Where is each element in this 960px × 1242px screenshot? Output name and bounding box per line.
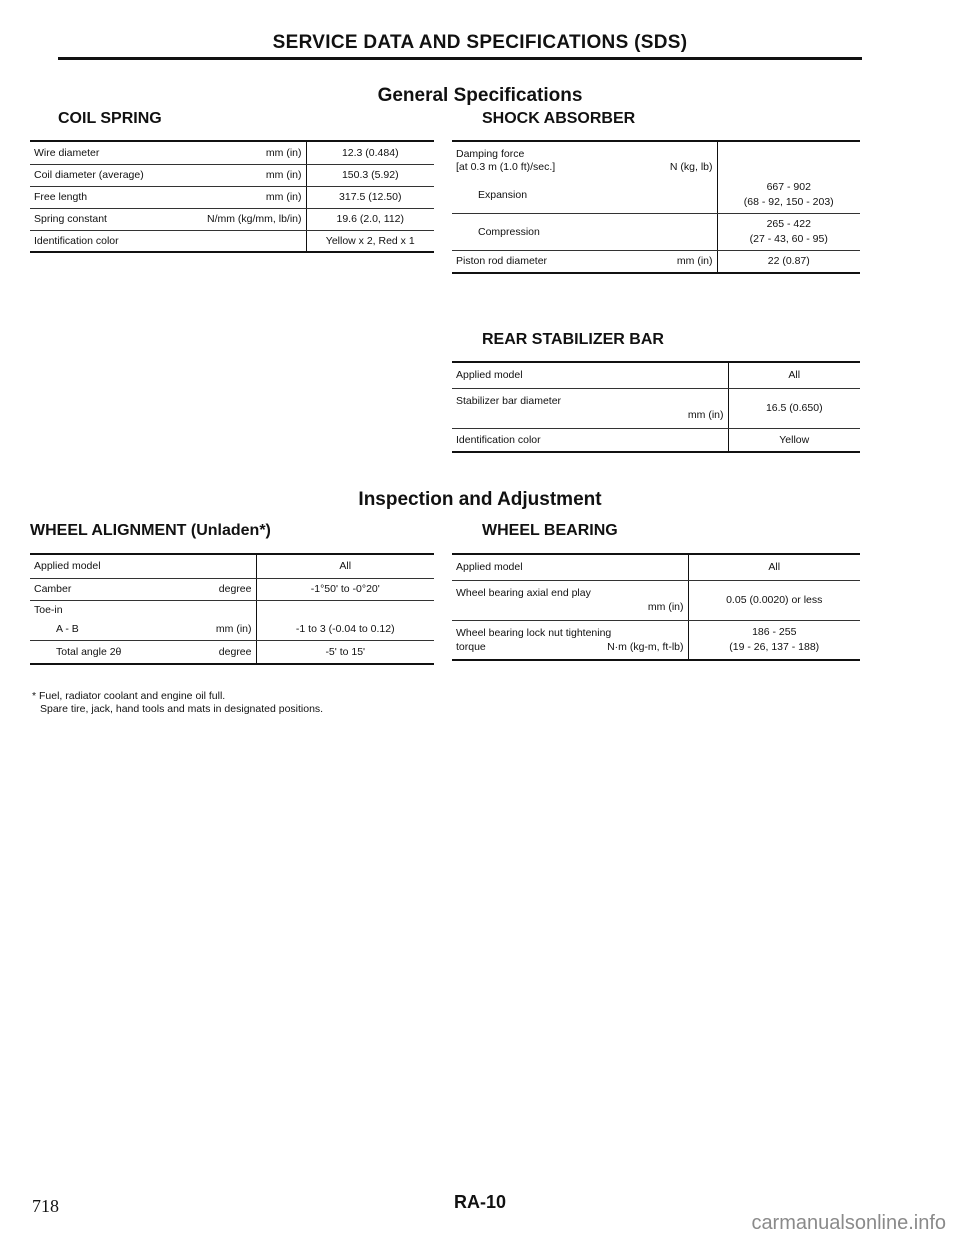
toe-in-label: Toe-in <box>34 603 63 616</box>
table-row <box>30 619 434 641</box>
row-unit: mm (in) <box>265 191 302 203</box>
lock-nut-torque-value-imperial: (19 - 26, 137 - 188) <box>729 640 820 653</box>
row-value: 317.5 (12.50) <box>306 186 434 208</box>
piston-value: 22 (0.87) <box>717 251 860 273</box>
coil-spring-table <box>30 140 434 253</box>
total-angle-value: -5' to 15' <box>256 641 434 664</box>
damping-label: Damping force <box>456 148 525 160</box>
damping-condition: [at 0.3 m (1.0 ft)/sec.] <box>456 161 556 173</box>
table-row <box>30 164 434 186</box>
table-row <box>30 186 434 208</box>
expansion-label: Expansion <box>452 177 717 214</box>
page-code: RA-10 <box>453 1192 506 1212</box>
row-label: Wire diameter <box>34 146 100 159</box>
wheel-alignment-title: WHEEL ALIGNMENT (Unladen*) <box>30 522 271 539</box>
applied-model-label: Applied model <box>452 362 728 388</box>
wheel-bearing-table <box>452 553 860 661</box>
wheel-alignment-footnote <box>32 690 323 716</box>
piston-label: Piston rod diameter <box>456 255 548 268</box>
axial-end-play-label: Wheel bearing axial end play <box>456 587 591 599</box>
row-value: 19.6 (2.0, 112) <box>306 208 434 230</box>
general-specifications-title: General Specifications <box>377 85 583 106</box>
shock-absorber-title: SHOCK ABSORBER <box>482 110 636 127</box>
table-row <box>452 141 860 177</box>
page-number: 718 <box>32 1196 59 1216</box>
wheel-bearing-title: WHEEL BEARING <box>482 522 618 539</box>
row-value: 150.3 (5.92) <box>306 164 434 186</box>
camber-label: Camber <box>34 583 72 595</box>
rear-stabilizer-bar-table <box>452 361 860 453</box>
axial-end-play-unit: mm (in) <box>647 601 684 613</box>
row-label: Identification color <box>34 234 119 247</box>
table-row <box>452 428 860 452</box>
row-value: Yellow x 2, Red x 1 <box>306 230 434 252</box>
table-row <box>30 578 434 600</box>
camber-unit: degree <box>218 583 252 595</box>
lock-nut-torque-label: Wheel bearing lock nut tightening <box>456 626 612 639</box>
camber-value: -1°50' to -0°20' <box>256 578 434 600</box>
inspection-adjustment-title: Inspection and Adjustment <box>358 489 602 510</box>
a-b-label: A - B <box>56 623 79 636</box>
applied-model-label: Applied model <box>30 554 256 578</box>
wheel-alignment-table <box>30 553 434 665</box>
table-row <box>30 230 434 252</box>
footnote-line: * Fuel, radiator coolant and engine oil full. <box>32 690 226 702</box>
row-label: Coil diameter (average) <box>34 169 144 181</box>
axial-end-play-value: 0.05 (0.0020) or less <box>688 580 860 620</box>
footnote-line: Spare tire, jack, hand tools and mats in designated positions. <box>40 703 324 715</box>
table-row <box>30 641 434 664</box>
total-angle-unit: degree <box>218 645 252 658</box>
total-angle-label: Total angle 2θ <box>56 645 122 658</box>
coil-spring-title: COIL SPRING <box>58 110 162 127</box>
a-b-value: -1 to 3 (-0.04 to 0.12) <box>256 619 434 641</box>
table-row <box>30 600 434 619</box>
identification-color-value: Yellow <box>728 428 860 452</box>
shock-absorber-table <box>452 140 860 274</box>
lock-nut-torque-label-2: torque <box>456 640 486 653</box>
lock-nut-torque-value: 186 - 255 <box>752 625 797 638</box>
watermark: carmanualsonline.info <box>751 1212 946 1234</box>
stabilizer-diameter-unit: mm (in) <box>687 409 724 421</box>
stabilizer-diameter-value: 16.5 (0.650) <box>728 388 860 428</box>
stabilizer-diameter-label: Stabilizer bar diameter <box>456 395 562 407</box>
applied-model-value: All <box>728 362 860 388</box>
applied-model-value: All <box>688 554 860 580</box>
compression-value: 265 - 422 <box>766 218 811 230</box>
lock-nut-torque-unit: N·m (kg-m, ft-lb) <box>607 640 684 653</box>
table-row <box>452 177 860 214</box>
damping-unit: N (kg, lb) <box>669 161 713 173</box>
compression-label: Compression <box>452 214 717 251</box>
page-header: SERVICE DATA AND SPECIFICATIONS (SDS) <box>272 32 688 53</box>
rear-stabilizer-bar-title: REAR STABILIZER BAR <box>482 331 664 348</box>
row-label: Free length <box>34 191 88 203</box>
applied-model-label: Applied model <box>452 554 688 580</box>
compression-value-imperial: (27 - 43, 60 - 95) <box>749 233 828 245</box>
identification-color-label: Identification color <box>452 428 728 452</box>
row-label: Spring constant <box>34 213 107 225</box>
table-row <box>452 214 860 251</box>
table-row <box>452 388 860 428</box>
table-row <box>30 554 434 578</box>
table-row <box>452 620 860 660</box>
expansion-value: 667 - 902 <box>766 181 811 193</box>
a-b-unit: mm (in) <box>215 623 252 636</box>
piston-unit: mm (in) <box>676 255 713 268</box>
row-value: 12.3 (0.484) <box>306 141 434 164</box>
table-row <box>452 251 860 273</box>
applied-model-value: All <box>256 554 434 578</box>
table-row <box>30 141 434 164</box>
table-row <box>452 580 860 620</box>
table-row <box>452 554 860 580</box>
header-rule <box>58 57 862 60</box>
table-row <box>452 362 860 388</box>
table-row <box>30 208 434 230</box>
row-unit: mm (in) <box>265 146 302 159</box>
expansion-value-imperial: (68 - 92, 150 - 203) <box>743 196 834 208</box>
row-unit: mm (in) <box>265 169 302 181</box>
row-unit: N/mm (kg/mm, lb/in) <box>207 213 302 225</box>
